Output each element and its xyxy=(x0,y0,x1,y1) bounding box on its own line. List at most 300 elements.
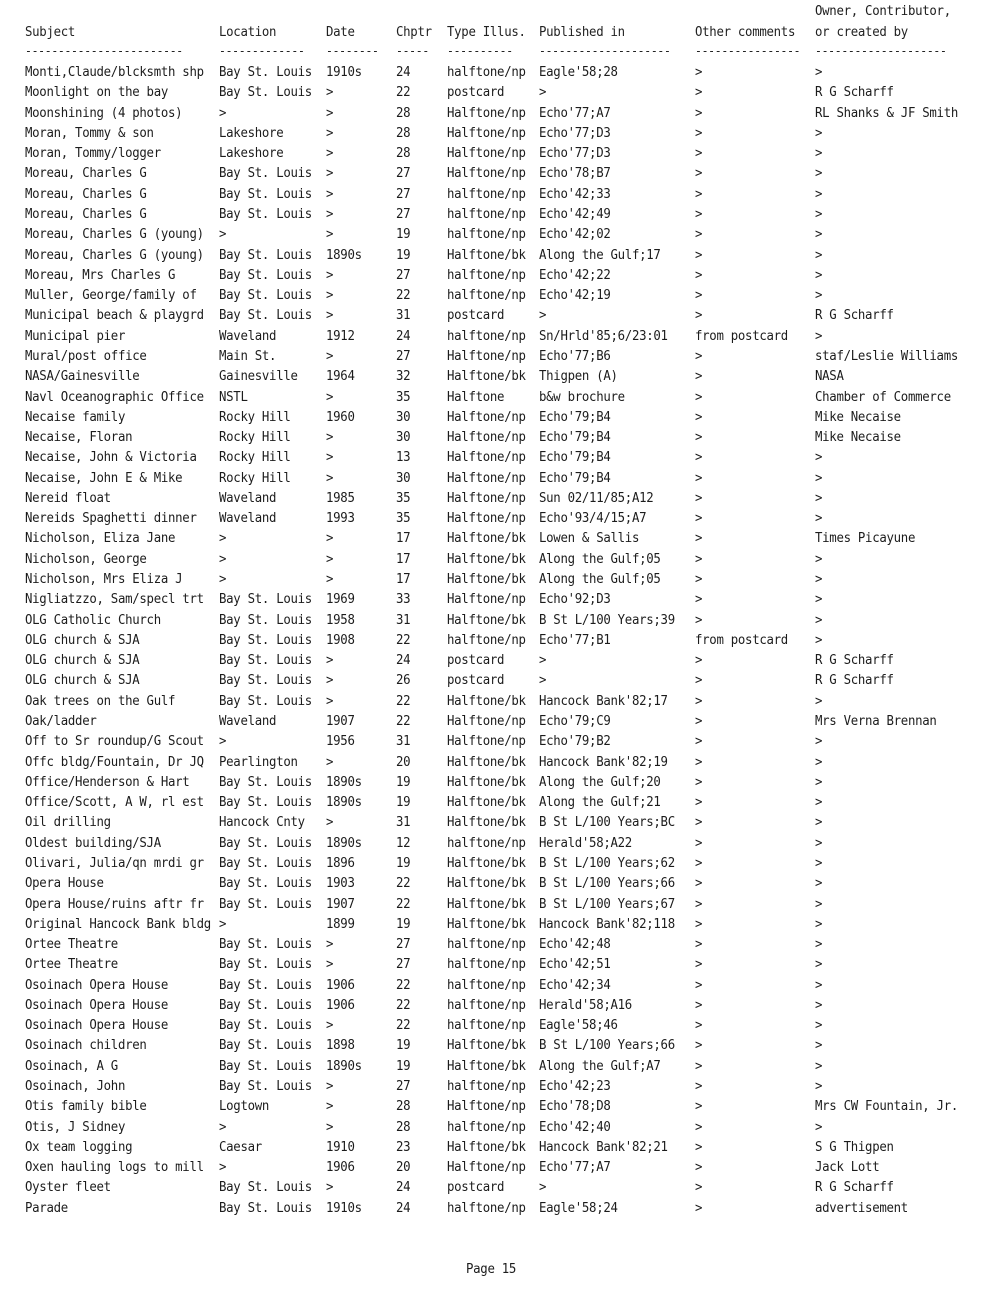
illustration-type-cell: Halftone/bk xyxy=(447,1038,526,1054)
other-comments-cell: > xyxy=(695,85,703,101)
location-cell: Gainesville xyxy=(219,369,298,385)
table-row xyxy=(0,631,992,651)
header-underline-row xyxy=(0,44,992,58)
illustration-type-cell: Halftone/np xyxy=(447,105,526,121)
illustration-type-cell: Halftone/bk xyxy=(447,693,526,709)
other-comments-cell: > xyxy=(695,1058,703,1074)
other-comments-cell: > xyxy=(695,247,703,263)
subject-cell: Parade xyxy=(25,1200,68,1216)
illustration-type-cell: Halftone/bk xyxy=(447,1058,526,1074)
illustration-type-cell: Halftone/bk xyxy=(447,815,526,831)
date-cell: > xyxy=(326,693,334,709)
header-owner-line2: or created by xyxy=(815,25,908,40)
other-comments-cell: > xyxy=(695,389,703,405)
table-row xyxy=(0,509,992,529)
subject-cell: OLG church & SJA xyxy=(25,673,140,689)
subject-cell: Mural/post office xyxy=(25,348,147,364)
illustration-type-cell: Halftone/np xyxy=(447,470,526,486)
date-cell: 1910s xyxy=(326,1200,362,1216)
location-cell: Bay St. Louis xyxy=(219,977,312,993)
subject-cell: Otis, J Sidney xyxy=(25,1119,126,1135)
subject-cell: Moran, Tommy & son xyxy=(25,125,154,141)
table-row xyxy=(0,611,992,631)
table-row xyxy=(0,144,992,164)
subject-cell: Oyster fleet xyxy=(25,1180,111,1196)
illustration-type-cell: Halftone/np xyxy=(447,1160,526,1176)
subject-cell: Oxen hauling logs to mill xyxy=(25,1160,204,1176)
location-cell: NSTL xyxy=(219,389,248,405)
chapter-cell: 24 xyxy=(396,65,411,80)
illustration-type-cell: halftone/np xyxy=(447,186,526,202)
location-cell: Lakeshore xyxy=(219,125,284,141)
owner-cell: > xyxy=(815,1038,823,1054)
illustration-type-cell: halftone/np xyxy=(447,328,526,344)
chapter-cell: 28 xyxy=(396,105,411,121)
published-in-cell: > xyxy=(539,1180,547,1196)
illustration-type-cell: Halftone/np xyxy=(447,125,526,141)
table-row xyxy=(0,1158,992,1178)
illustration-type-cell: Halftone/bk xyxy=(447,572,526,587)
subject-cell: Osoinach Opera House xyxy=(25,997,169,1013)
subject-cell: Moonlight on the bay xyxy=(25,85,169,101)
subject-cell: Oak/ladder xyxy=(25,714,97,729)
subject-cell: Muller, George/family of xyxy=(25,288,197,304)
published-in-cell: Thigpen (A) xyxy=(539,369,618,385)
chapter-cell: 23 xyxy=(396,1139,411,1155)
published-in-cell: Echo'77;A7 xyxy=(539,105,611,121)
chapter-cell: 22 xyxy=(396,977,411,993)
table-row xyxy=(0,1077,992,1097)
chapter-cell: 31 xyxy=(396,734,411,750)
published-in-cell: Along the Gulf;05 xyxy=(539,572,661,587)
table-row xyxy=(0,895,992,915)
published-in-cell: B St L/100 Years;BC xyxy=(539,815,675,831)
published-in-cell: > xyxy=(539,653,547,669)
location-cell: > xyxy=(219,227,227,243)
owner-cell: > xyxy=(815,977,823,993)
illustration-type-cell: halftone/np xyxy=(447,227,526,243)
illustration-type-cell: halftone/np xyxy=(447,65,526,80)
date-cell: > xyxy=(326,288,334,304)
published-in-cell: Echo'42;51 xyxy=(539,957,611,973)
owner-cell: > xyxy=(815,511,823,527)
date-cell: 1906 xyxy=(326,1160,355,1176)
illustration-type-cell: halftone/np xyxy=(447,267,526,283)
dash-location: ------------- xyxy=(219,44,305,58)
location-cell: Bay St. Louis xyxy=(219,937,312,952)
table-row xyxy=(0,164,992,184)
published-in-cell: B St L/100 Years;67 xyxy=(539,896,675,912)
other-comments-cell: > xyxy=(695,125,703,141)
subject-cell: Offc bldg/Fountain, Dr JQ xyxy=(25,754,204,770)
subject-cell: Ortee Theatre xyxy=(25,957,118,973)
dash-subject: ------------------------ xyxy=(25,44,183,58)
date-cell: 1907 xyxy=(326,896,355,912)
owner-cell: Jack Lott xyxy=(815,1160,880,1176)
published-in-cell: Hancock Bank'82;19 xyxy=(539,754,668,770)
illustration-type-cell: Halftone/bk xyxy=(447,612,526,628)
other-comments-cell: > xyxy=(695,531,703,547)
subject-cell: Moreau, Charles G (young) xyxy=(25,227,204,243)
dash-type: ---------- xyxy=(447,44,513,58)
date-cell: 1993 xyxy=(326,511,355,527)
date-cell: > xyxy=(326,673,334,689)
published-in-cell: Echo'42;33 xyxy=(539,186,611,202)
owner-cell: > xyxy=(815,592,823,608)
chapter-cell: 30 xyxy=(396,470,411,486)
published-in-cell: Echo'79;B4 xyxy=(539,409,611,425)
location-cell: Bay St. Louis xyxy=(219,1200,312,1216)
table-row xyxy=(0,104,992,124)
published-in-cell: Echo'77;D3 xyxy=(539,125,611,141)
table-row xyxy=(0,1178,992,1198)
location-cell: Rocky Hill xyxy=(219,450,291,466)
chapter-cell: 19 xyxy=(396,795,411,811)
table-row xyxy=(0,469,992,489)
date-cell: 1908 xyxy=(326,632,355,648)
owner-cell: > xyxy=(815,632,823,648)
owner-cell: > xyxy=(815,916,823,932)
illustration-type-cell: Halftone/bk xyxy=(447,876,526,892)
column-header-row xyxy=(0,23,992,43)
owner-cell: > xyxy=(815,997,823,1013)
owner-cell: > xyxy=(815,835,823,851)
chapter-cell: 19 xyxy=(396,1058,411,1074)
chapter-cell: 35 xyxy=(396,389,411,405)
other-comments-cell: > xyxy=(695,612,703,628)
table-row xyxy=(0,712,992,732)
published-in-cell: Echo'42;49 xyxy=(539,207,611,222)
subject-cell: Nicholson, Mrs Eliza J xyxy=(25,572,183,587)
table-row xyxy=(0,327,992,347)
owner-cell: > xyxy=(815,1079,823,1094)
published-in-cell: Echo'77;A7 xyxy=(539,1160,611,1176)
owner-cell: Mrs Verna Brennan xyxy=(815,714,937,729)
location-cell: Bay St. Louis xyxy=(219,247,312,263)
location-cell: Bay St. Louis xyxy=(219,65,312,80)
subject-cell: Osoinach, John xyxy=(25,1079,126,1094)
table-row xyxy=(0,793,992,813)
other-comments-cell: > xyxy=(695,693,703,709)
date-cell: > xyxy=(326,572,334,587)
published-in-cell: Hancock Bank'82;17 xyxy=(539,693,668,709)
subject-cell: Otis family bible xyxy=(25,1099,147,1115)
date-cell: > xyxy=(326,227,334,243)
chapter-cell: 27 xyxy=(396,166,411,182)
other-comments-cell: > xyxy=(695,1018,703,1034)
location-cell: Hancock Cnty xyxy=(219,815,305,831)
illustration-type-cell: halftone/np xyxy=(447,1119,526,1135)
location-cell: Bay St. Louis xyxy=(219,207,312,222)
location-cell: Rocky Hill xyxy=(219,430,291,445)
subject-cell: Moreau, Charles G (young) xyxy=(25,247,204,263)
table-row xyxy=(0,834,992,854)
published-in-cell: Echo'79;B4 xyxy=(539,470,611,486)
location-cell: Bay St. Louis xyxy=(219,876,312,892)
subject-cell: OLG church & SJA xyxy=(25,653,140,669)
other-comments-cell: > xyxy=(695,572,703,587)
published-in-cell: Echo'42;02 xyxy=(539,227,611,243)
location-cell: Bay St. Louis xyxy=(219,267,312,283)
table-row xyxy=(0,408,992,428)
subject-cell: Moonshining (4 photos) xyxy=(25,105,183,121)
table-row xyxy=(0,306,992,326)
owner-cell: > xyxy=(815,328,823,344)
location-cell: Rocky Hill xyxy=(219,409,291,425)
chapter-cell: 19 xyxy=(396,916,411,932)
chapter-cell: 22 xyxy=(396,997,411,1013)
date-cell: > xyxy=(326,1119,334,1135)
chapter-cell: 28 xyxy=(396,125,411,141)
location-cell: > xyxy=(219,551,227,567)
illustration-type-cell: halftone/np xyxy=(447,1200,526,1216)
published-in-cell: Along the Gulf;05 xyxy=(539,551,661,567)
location-cell: Waveland xyxy=(219,714,277,729)
subject-cell: Necaise, Floran xyxy=(25,430,133,445)
owner-cell: > xyxy=(815,815,823,831)
chapter-cell: 22 xyxy=(396,693,411,709)
illustration-type-cell: halftone/np xyxy=(447,1018,526,1034)
illustration-type-cell: Halftone/bk xyxy=(447,896,526,912)
illustration-type-cell: Halftone/np xyxy=(447,146,526,162)
published-in-cell: Echo'77;B6 xyxy=(539,348,611,364)
owner-cell: Mike Necaise xyxy=(815,430,901,445)
date-cell: > xyxy=(326,1180,334,1196)
illustration-type-cell: halftone/np xyxy=(447,288,526,304)
date-cell: > xyxy=(326,1099,334,1115)
date-cell: 1898 xyxy=(326,1038,355,1054)
published-in-cell: Sun 02/11/85;A12 xyxy=(539,490,654,506)
chapter-cell: 22 xyxy=(396,876,411,892)
other-comments-cell: > xyxy=(695,65,703,80)
location-cell: Bay St. Louis xyxy=(219,632,312,648)
chapter-cell: 31 xyxy=(396,612,411,628)
illustration-type-cell: Halftone/bk xyxy=(447,916,526,932)
chapter-cell: 17 xyxy=(396,551,411,567)
table-row xyxy=(0,266,992,286)
illustration-type-cell: halftone/np xyxy=(447,1079,526,1094)
illustration-type-cell: Halftone/np xyxy=(447,409,526,425)
dash-chptr: ----- xyxy=(396,44,429,58)
date-cell: > xyxy=(326,754,334,770)
owner-cell: > xyxy=(815,207,823,222)
owner-cell: > xyxy=(815,734,823,750)
location-cell: Bay St. Louis xyxy=(219,896,312,912)
illustration-type-cell: Halftone/bk xyxy=(447,795,526,811)
owner-cell: S G Thigpen xyxy=(815,1139,894,1155)
subject-cell: Nereids Spaghetti dinner xyxy=(25,511,197,527)
subject-cell: Navl Oceanographic Office xyxy=(25,389,204,405)
illustration-type-cell: halftone/np xyxy=(447,835,526,851)
published-in-cell: Lowen & Sallis xyxy=(539,531,640,547)
chapter-cell: 27 xyxy=(396,937,411,952)
other-comments-cell: > xyxy=(695,227,703,243)
table-row xyxy=(0,1016,992,1036)
table-row xyxy=(0,448,992,468)
chapter-cell: 19 xyxy=(396,774,411,790)
owner-cell: > xyxy=(815,166,823,182)
chapter-cell: 33 xyxy=(396,592,411,608)
other-comments-cell: > xyxy=(695,896,703,912)
published-in-cell: Echo'77;B1 xyxy=(539,632,611,648)
location-cell: Bay St. Louis xyxy=(219,957,312,973)
location-cell: Bay St. Louis xyxy=(219,1018,312,1034)
owner-cell: R G Scharff xyxy=(815,85,894,101)
owner-cell: > xyxy=(815,1058,823,1074)
chapter-cell: 13 xyxy=(396,450,411,466)
other-comments-cell: > xyxy=(695,815,703,831)
date-cell: > xyxy=(326,389,334,405)
chapter-cell: 12 xyxy=(396,835,411,851)
owner-cell: > xyxy=(815,288,823,304)
illustration-type-cell: halftone/np xyxy=(447,207,526,222)
other-comments-cell: > xyxy=(695,166,703,182)
chapter-cell: 27 xyxy=(396,207,411,222)
other-comments-cell: > xyxy=(695,916,703,932)
chapter-cell: 26 xyxy=(396,673,411,689)
chapter-cell: 22 xyxy=(396,896,411,912)
location-cell: Bay St. Louis xyxy=(219,592,312,608)
other-comments-cell: > xyxy=(695,714,703,729)
owner-cell: Chamber of Commerce xyxy=(815,389,951,405)
other-comments-cell: > xyxy=(695,835,703,851)
location-cell: Bay St. Louis xyxy=(219,1038,312,1054)
owner-cell: Mrs CW Fountain, Jr. xyxy=(815,1099,959,1115)
date-cell: 1964 xyxy=(326,369,355,385)
location-cell: Bay St. Louis xyxy=(219,612,312,628)
table-row xyxy=(0,489,992,509)
chapter-cell: 32 xyxy=(396,369,411,385)
subject-cell: Moran, Tommy/logger xyxy=(25,146,161,162)
subject-cell: NASA/Gainesville xyxy=(25,369,140,385)
date-cell: > xyxy=(326,957,334,973)
owner-cell: > xyxy=(815,774,823,790)
dash-other: ---------------- xyxy=(695,44,801,58)
table-row xyxy=(0,1118,992,1138)
date-cell: > xyxy=(326,105,334,121)
owner-cell: R G Scharff xyxy=(815,1180,894,1196)
subject-cell: Moreau, Mrs Charles G xyxy=(25,267,176,283)
dash-owner: -------------------- xyxy=(815,44,947,58)
table-row xyxy=(0,63,992,83)
owner-cell: > xyxy=(815,876,823,892)
illustration-type-cell: Halftone/bk xyxy=(447,1139,526,1155)
other-comments-cell: > xyxy=(695,977,703,993)
table-row xyxy=(0,1199,992,1219)
date-cell: > xyxy=(326,85,334,101)
table-row xyxy=(0,428,992,448)
subject-cell: Nigliatzzo, Sam/specl trt xyxy=(25,592,204,608)
other-comments-cell: > xyxy=(695,146,703,162)
owner-cell: > xyxy=(815,146,823,162)
published-in-cell: Echo'77;D3 xyxy=(539,146,611,162)
location-cell: Bay St. Louis xyxy=(219,85,312,101)
other-comments-cell: > xyxy=(695,937,703,952)
chapter-cell: 20 xyxy=(396,1160,411,1176)
other-comments-cell: > xyxy=(695,1079,703,1094)
owner-cell: > xyxy=(815,551,823,567)
chapter-cell: 17 xyxy=(396,572,411,587)
header-published-in: Published in xyxy=(539,25,625,40)
date-cell: 1903 xyxy=(326,876,355,892)
published-in-cell: Sn/Hrld'85;6/23:01 xyxy=(539,328,668,344)
header-date: Date xyxy=(326,25,355,40)
subject-cell: Nicholson, Eliza Jane xyxy=(25,531,176,547)
illustration-type-cell: postcard xyxy=(447,653,505,669)
other-comments-cell: > xyxy=(695,957,703,973)
date-cell: 1960 xyxy=(326,409,355,425)
subject-cell: Municipal pier xyxy=(25,328,126,344)
location-cell: Bay St. Louis xyxy=(219,288,312,304)
table-row xyxy=(0,955,992,975)
table-row xyxy=(0,570,992,590)
chapter-cell: 35 xyxy=(396,511,411,527)
table-row xyxy=(0,1057,992,1077)
owner-cell: > xyxy=(815,186,823,202)
table-row xyxy=(0,1097,992,1117)
illustration-type-cell: halftone/np xyxy=(447,632,526,648)
location-cell: Pearlington xyxy=(219,754,298,770)
published-in-cell: Along the Gulf;21 xyxy=(539,795,661,811)
table-row xyxy=(0,529,992,549)
illustration-type-cell: postcard xyxy=(447,85,505,101)
published-in-cell: > xyxy=(539,308,547,324)
owner-cell: R G Scharff xyxy=(815,308,894,324)
subject-cell: Osoinach Opera House xyxy=(25,1018,169,1034)
chapter-cell: 27 xyxy=(396,267,411,283)
other-comments-cell: > xyxy=(695,592,703,608)
subject-cell: Nereid float xyxy=(25,490,111,506)
table-row xyxy=(0,753,992,773)
owner-cell: > xyxy=(815,937,823,952)
date-cell: > xyxy=(326,653,334,669)
table-row xyxy=(0,590,992,610)
date-cell: > xyxy=(326,531,334,547)
published-in-cell: Eagle'58;46 xyxy=(539,1018,618,1034)
owner-cell: Mike Necaise xyxy=(815,409,901,425)
illustration-type-cell: halftone/np xyxy=(447,957,526,973)
table-row xyxy=(0,915,992,935)
dash-date: -------- xyxy=(326,44,379,58)
chapter-cell: 22 xyxy=(396,85,411,101)
location-cell: Waveland xyxy=(219,328,277,344)
table-row xyxy=(0,692,992,712)
table-row xyxy=(0,347,992,367)
header-owner-line1: Owner, Contributor, xyxy=(815,4,951,19)
table-row xyxy=(0,286,992,306)
other-comments-cell: > xyxy=(695,430,703,445)
illustration-type-cell: postcard xyxy=(447,308,505,324)
published-in-cell: Eagle'58;24 xyxy=(539,1200,618,1216)
other-comments-cell: > xyxy=(695,653,703,669)
illustration-type-cell: Halftone/np xyxy=(447,1099,526,1115)
owner-cell: staf/Leslie Williams xyxy=(815,348,959,364)
date-cell: > xyxy=(326,186,334,202)
published-in-cell: b&w brochure xyxy=(539,389,625,405)
subject-cell: Olivari, Julia/qn mrdi gr xyxy=(25,855,204,871)
other-comments-cell: > xyxy=(695,1139,703,1155)
subject-cell: Necaise, John & Victoria xyxy=(25,450,197,466)
location-cell: > xyxy=(219,916,227,932)
chapter-cell: 19 xyxy=(396,227,411,243)
published-in-cell: Along the Gulf;17 xyxy=(539,247,661,263)
illustration-type-cell: Halftone/np xyxy=(447,450,526,466)
chapter-cell: 24 xyxy=(396,328,411,344)
other-comments-cell: > xyxy=(695,997,703,1013)
illustration-type-cell: Halftone/np xyxy=(447,734,526,750)
location-cell: Lakeshore xyxy=(219,146,284,162)
published-in-cell: Echo'79;B4 xyxy=(539,430,611,445)
